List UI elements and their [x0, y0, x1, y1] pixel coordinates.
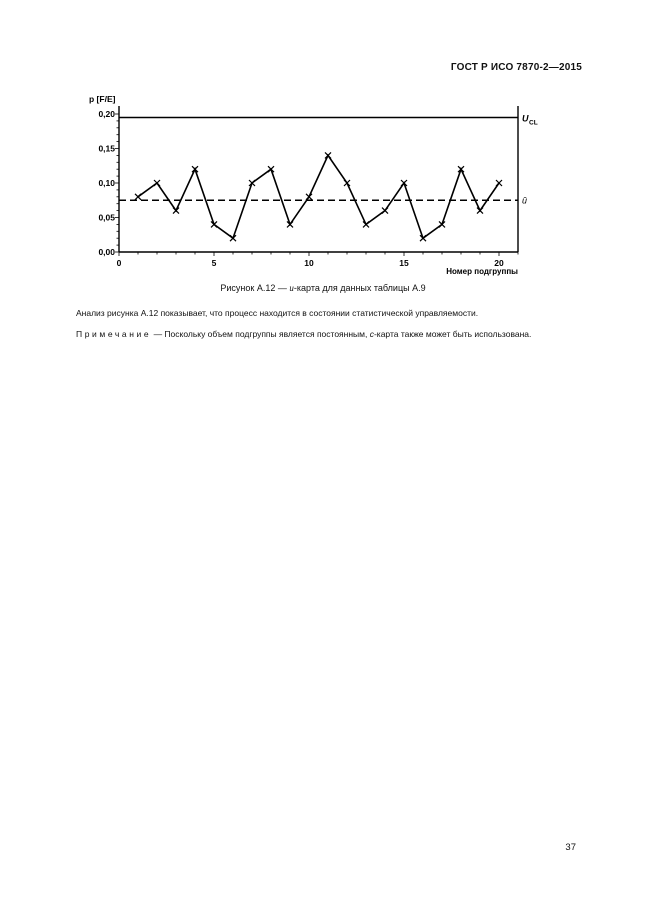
data-point	[344, 180, 350, 186]
data-point	[135, 194, 141, 200]
note-label: Примечание	[76, 329, 152, 339]
note-variable: c	[369, 329, 374, 339]
data-point	[306, 194, 312, 200]
x-tick-label: 0	[116, 258, 122, 268]
data-point	[154, 180, 160, 186]
note-paragraph	[62, 328, 584, 340]
u-chart	[0, 0, 646, 305]
page-number: 37	[565, 842, 576, 853]
u-chart-svg	[0, 0, 646, 300]
figure-caption	[0, 283, 646, 293]
ucl-label: U	[522, 113, 529, 124]
data-point	[477, 208, 483, 214]
y-tick-label: 0,20	[98, 109, 115, 119]
x-axis-label: Номер подгруппы	[446, 267, 518, 276]
data-point	[363, 221, 369, 227]
y-tick-label: 0,05	[98, 212, 115, 223]
x-tick-label: 15	[399, 258, 409, 268]
caption-variable: u	[289, 283, 294, 293]
x-tick-label: 20	[494, 258, 504, 268]
y-tick-label: 0,00	[98, 247, 115, 257]
document-header: ГОСТ Р ИСО 7870-2—2015	[450, 62, 582, 73]
series-line	[138, 155, 499, 238]
data-point	[325, 152, 331, 158]
analysis-paragraph: Анализ рисунка А.12 показывает, что процесс находится в состоянии статистической управляемости.	[76, 308, 479, 318]
caption-prefix: Рисунок А.12 —	[220, 283, 290, 293]
data-point	[496, 180, 502, 186]
y-axis-label: p [F/E]	[89, 94, 116, 104]
note-text: -карта также может быть использована.	[373, 329, 532, 339]
center-label: ū	[522, 195, 528, 206]
y-tick-label: 0,15	[98, 143, 115, 154]
data-point	[173, 208, 179, 214]
y-tick-label: 0,10	[98, 178, 115, 188]
caption-suffix: -карта для данных таблицы А.9	[293, 283, 426, 293]
x-tick-label: 5	[211, 258, 217, 268]
note-dash: — Поскольку объем подгруппы является постоянным,	[151, 329, 370, 339]
x-tick-label: 10	[304, 258, 314, 268]
data-point	[382, 208, 388, 214]
ucl-label-subscript: CL	[529, 119, 538, 127]
